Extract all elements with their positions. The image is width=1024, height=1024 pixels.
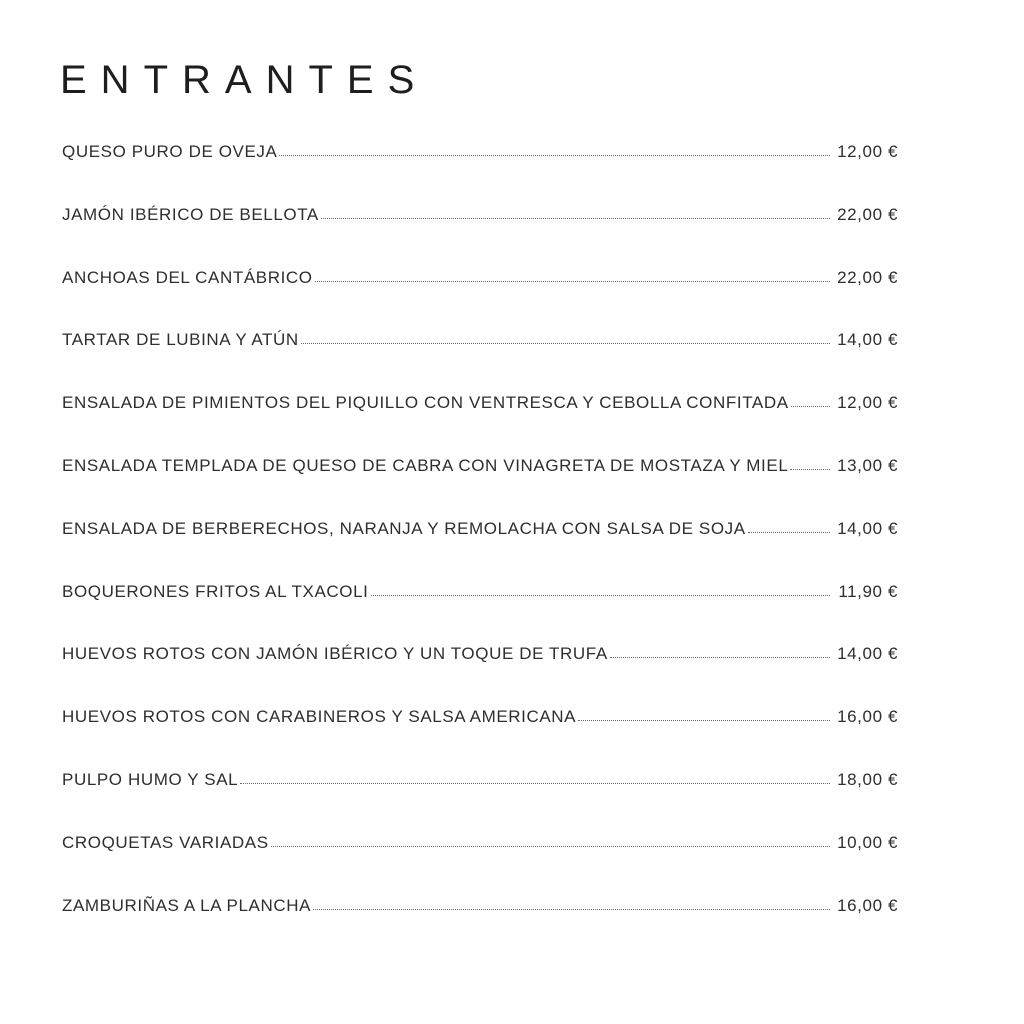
menu-item-name: ZAMBURIÑAS A LA PLANCHA: [62, 895, 312, 915]
dot-leader: [240, 782, 830, 784]
menu-item: [62, 456, 898, 519]
menu-item-name: HUEVOS ROTOS CON JAMÓN IBÉRICO Y UN TOQUE DE TRUFA: [62, 644, 608, 664]
menu-item: [62, 582, 898, 645]
menu-item-name: ANCHOAS DEL CANTÁBRICO: [62, 267, 313, 287]
menu-item-price: 14,00 €: [837, 330, 898, 350]
menu-item: [62, 142, 898, 205]
menu-item-name: HUEVOS ROTOS CON CARABINEROS Y SALSA AMERICANA: [62, 707, 577, 727]
menu-item: [62, 770, 898, 833]
menu-item-name: QUESO PURO DE OVEJA: [62, 142, 278, 161]
menu-item-name: PULPO HUMO Y SAL: [62, 769, 239, 789]
dot-leader: [748, 531, 830, 533]
dot-leader: [578, 719, 830, 721]
menu-item: [62, 707, 898, 770]
menu-item-name: ENSALADA TEMPLADA DE QUESO DE CABRA CON VINAGRETA DE MOSTAZA Y MIEL: [62, 455, 789, 475]
menu-item-price: 16,00 €: [837, 895, 898, 915]
menu-item: [62, 393, 898, 456]
menu-item-price: 14,00 €: [837, 644, 898, 664]
dot-leader: [271, 845, 830, 847]
dot-leader: [315, 280, 830, 282]
dot-leader: [791, 405, 830, 407]
menu-list: [62, 142, 898, 958]
menu-item-price: 22,00 €: [837, 267, 898, 287]
dot-leader: [313, 908, 830, 910]
menu-item-price: 18,00 €: [837, 769, 898, 789]
menu-item: [62, 519, 898, 582]
menu-item-name: BOQUERONES FRITOS AL TXACOLI: [62, 581, 369, 601]
menu-item-price: 12,00 €: [837, 393, 898, 413]
menu-item: [62, 833, 898, 896]
dot-leader: [279, 154, 830, 156]
dot-leader: [321, 217, 830, 219]
menu-item-name: JAMÓN IBÉRICO DE BELLOTA: [62, 204, 319, 224]
menu-item: [62, 896, 898, 959]
menu-item-price: 12,00 €: [837, 142, 898, 161]
dot-leader: [301, 342, 830, 344]
menu-item-price: 22,00 €: [837, 204, 898, 224]
dot-leader: [371, 594, 830, 596]
menu-item-name: ENSALADA DE BERBERECHOS, NARANJA Y REMOLACHA CON SALSA DE SOJA: [62, 518, 746, 538]
menu-item-name: CROQUETAS VARIADAS: [62, 832, 269, 852]
menu-item-name: TARTAR DE LUBINA Y ATÚN: [62, 330, 299, 350]
dot-leader: [790, 468, 830, 470]
menu-item: [62, 205, 898, 268]
menu-item-price: 16,00 €: [837, 707, 898, 727]
menu-item: [62, 644, 898, 707]
menu-item-price: 14,00 €: [837, 518, 898, 538]
menu-item-price: 13,00 €: [837, 455, 898, 475]
menu-section-title: ENTRANTES: [60, 58, 429, 102]
menu-item: [62, 330, 898, 393]
menu-item-name: ENSALADA DE PIMIENTOS DEL PIQUILLO CON VENTRESCA Y CEBOLLA CONFITADA: [62, 393, 789, 413]
dot-leader: [610, 656, 830, 658]
menu-item-price: 10,00 €: [837, 832, 898, 852]
menu-item: [62, 268, 898, 331]
menu-item-price: 11,90 €: [838, 581, 898, 601]
